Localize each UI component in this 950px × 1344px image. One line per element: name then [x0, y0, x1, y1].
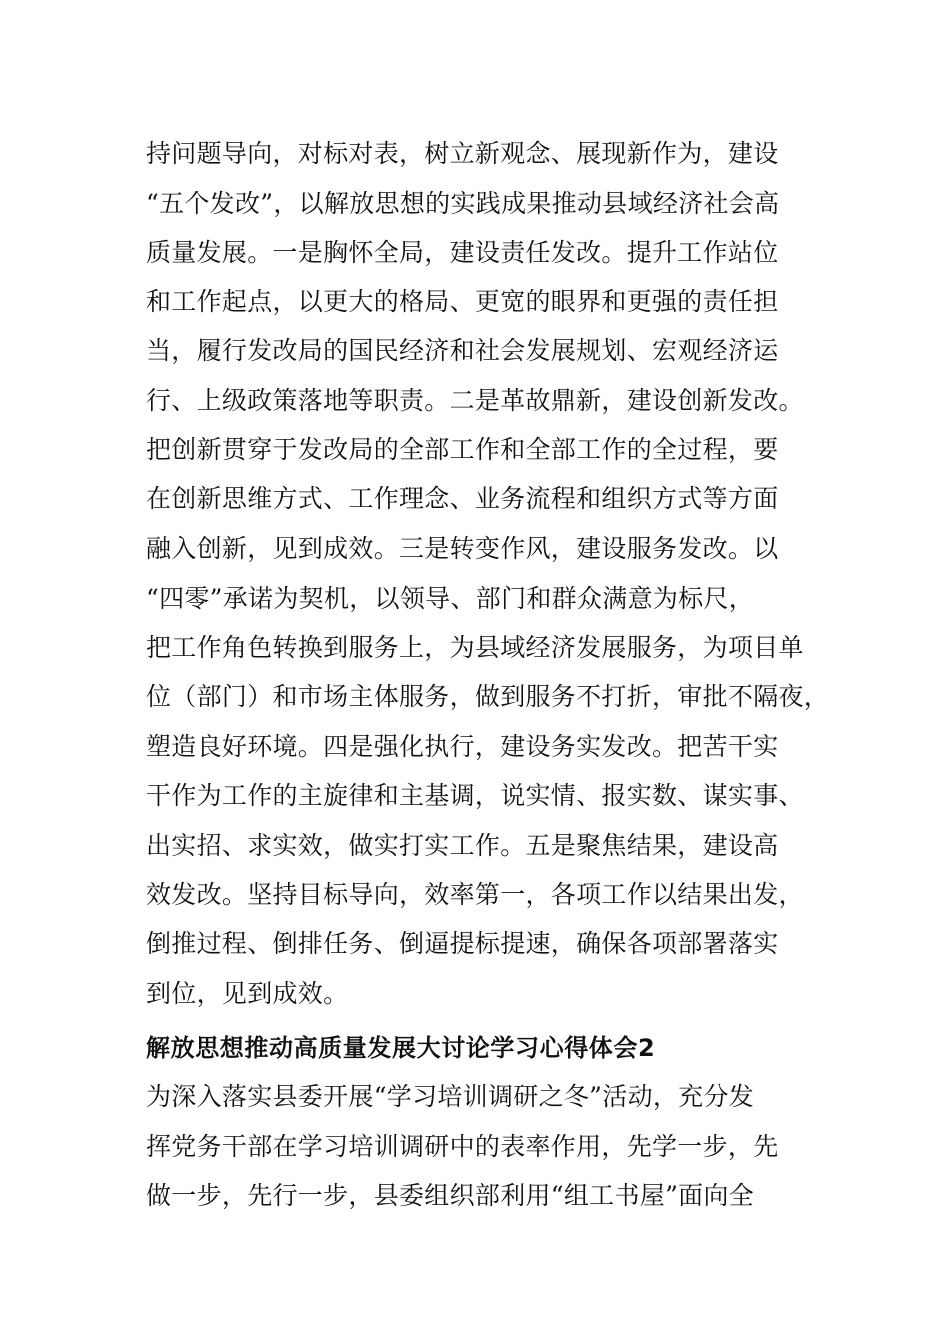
- paragraph-line: 持问题导向，对标对表，树立新观念、展现新作为，建设: [146, 139, 779, 168]
- paragraph-line: “五个发改”，以解放思想的实践成果推动县域经济社会高: [146, 189, 780, 218]
- paragraph-line: 做一步，先行一步，县委组织部利用“组工书屋”面向全: [146, 1181, 755, 1210]
- paragraph-line: 效发改。坚持目标导向，效率第一，各项工作以结果出发，: [146, 880, 804, 909]
- paragraph-line: 质量发展。一是胸怀全局，建设责任发改。提升工作站位: [146, 238, 779, 267]
- paragraph-line: 融入创新，见到成效。三是转变作风，建设服务发改。以: [146, 534, 779, 563]
- paragraph-line: 塑造良好环境。四是强化执行，建设务实发改。把苦干实: [146, 732, 779, 761]
- paragraph-line: “四零”承诺为契机，以领导、部门和群众满意为标尺，: [146, 584, 755, 613]
- paragraph-line: 把工作角色转换到服务上，为县域经济发展服务，为项目单: [146, 633, 804, 662]
- section-heading: 解放思想推动高质量发展大讨论学习心得体会2: [146, 1034, 656, 1062]
- paragraph-line: 出实招、求实效，做实打实工作。五是聚焦结果，建设高: [146, 831, 779, 860]
- paragraph-line: 在创新思维方式、工作理念、业务流程和组织方式等方面: [146, 484, 779, 513]
- paragraph-line: 挥党务干部在学习培训调研中的表率作用，先学一步，先: [146, 1132, 779, 1161]
- paragraph-line: 把创新贯穿于发改局的全部工作和全部工作的全过程，要: [146, 435, 779, 464]
- paragraph-line: 倒推过程、倒排任务、倒逼提标提速，确保各项部署落实: [146, 929, 779, 958]
- paragraph-line: 行、上级政策落地等职责。二是革故鼎新，建设创新发改。: [146, 386, 804, 415]
- paragraph-line: 到位，见到成效。: [146, 979, 349, 1008]
- paragraph-line: 当，履行发改局的国民经济和社会发展规划、宏观经济运: [146, 336, 779, 365]
- paragraph-line: 为深入落实县委开展“学习培训调研之冬”活动，充分发: [146, 1082, 755, 1111]
- paragraph-line: 位（部门）和市场主体服务，做到服务不打折，审批不隔夜，: [146, 682, 830, 711]
- paragraph-line: 和工作起点，以更大的格局、更宽的眼界和更强的责任担: [146, 287, 779, 316]
- paragraph-line: 干作为工作的主旋律和主基调，说实情、报实数、谋实事、: [146, 781, 804, 810]
